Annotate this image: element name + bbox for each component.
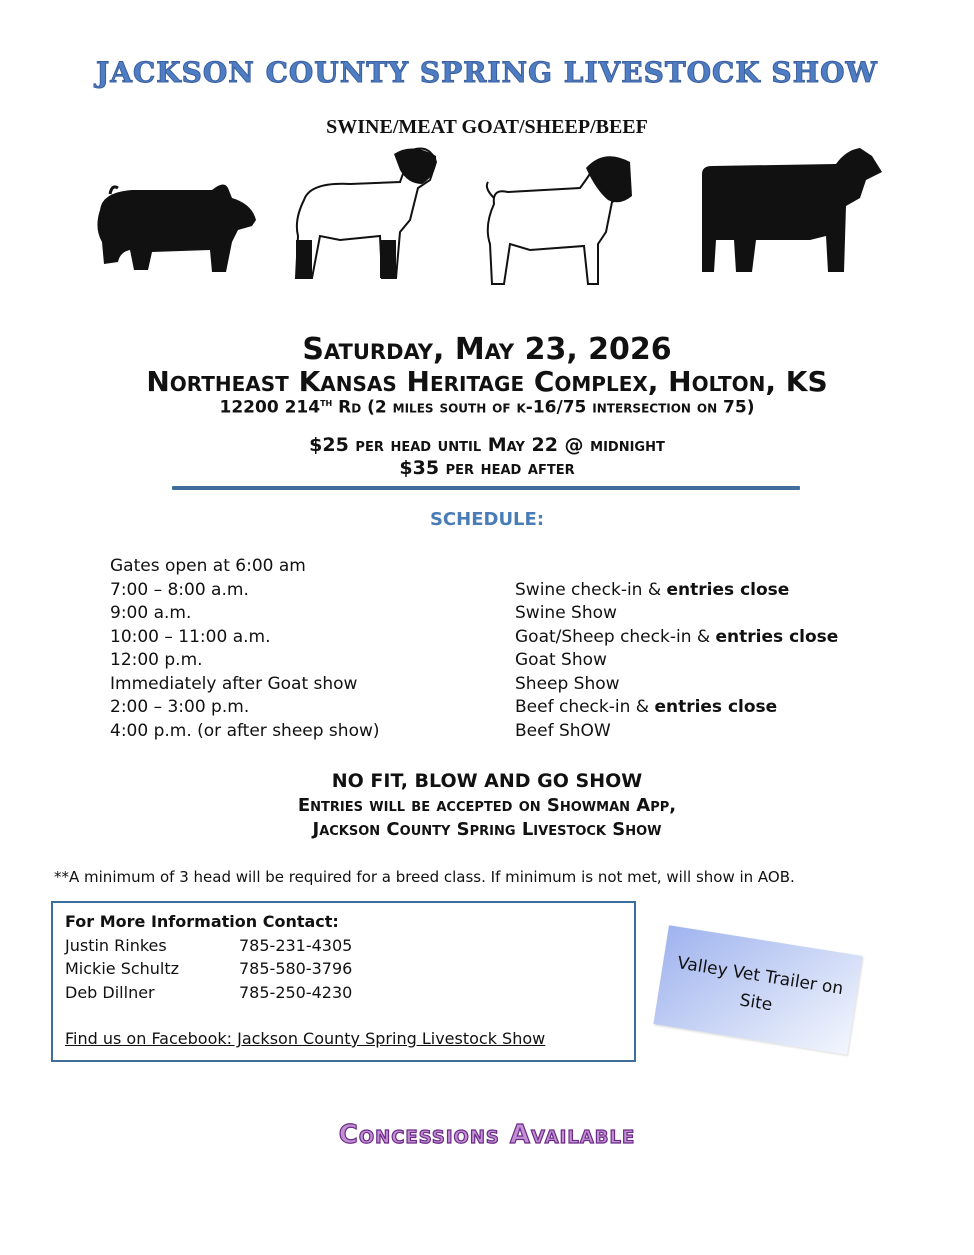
schedule-event bbox=[515, 603, 617, 623]
schedule-event bbox=[515, 721, 611, 741]
event-text: Goat/Sheep check-in & bbox=[515, 627, 716, 647]
schedule-time: Immediately after Goat show bbox=[110, 674, 358, 694]
schedule-event bbox=[515, 697, 777, 717]
divider bbox=[172, 486, 800, 490]
contact-phone[interactable]: 785-250-4230 bbox=[239, 983, 353, 1002]
schedule-event bbox=[515, 580, 789, 600]
schedule-event bbox=[515, 674, 620, 694]
schedule-time: 10:00 – 11:00 a.m. bbox=[110, 627, 271, 647]
schedule-time: 4:00 p.m. (or after sheep show) bbox=[110, 721, 380, 741]
gates-open: Gates open at 6:00 am bbox=[110, 556, 306, 576]
event-text: Sheep Show bbox=[515, 674, 620, 694]
price-early: $25 per head until May 22 @ midnight bbox=[309, 434, 665, 456]
pig-icon bbox=[92, 180, 257, 275]
entries-note-2: Jackson County Spring Livestock Show bbox=[312, 819, 662, 840]
event-text: Swine Show bbox=[515, 603, 617, 623]
page-title: JACKSON COUNTY SPRING LIVESTOCK SHOW bbox=[96, 56, 878, 89]
schedule-time: 7:00 – 8:00 a.m. bbox=[110, 580, 249, 600]
event-bold: entries close bbox=[715, 627, 839, 647]
schedule-event bbox=[515, 650, 607, 670]
entries-note-1: Entries will be accepted on Showman App, bbox=[297, 795, 677, 816]
goat-icon bbox=[480, 148, 640, 288]
schedule-time: 12:00 p.m. bbox=[110, 650, 203, 670]
event-bold: entries close bbox=[654, 697, 778, 717]
contact-heading: For More Information Contact: bbox=[65, 912, 339, 931]
contact-phone[interactable]: 785-231-4305 bbox=[239, 936, 353, 955]
event-address bbox=[0, 396, 974, 418]
event-text: Swine check-in & bbox=[515, 580, 667, 600]
trailer-note-text: Valley Vet Trailer on Site bbox=[675, 952, 845, 1016]
address-superscript: th bbox=[320, 396, 333, 409]
price-late: $35 per head after bbox=[399, 457, 575, 479]
contact-name: Justin Rinkes bbox=[65, 936, 167, 955]
species-subtitle: SWINE/MEAT GOAT/SHEEP/BEEF bbox=[326, 116, 648, 138]
schedule-time: 9:00 a.m. bbox=[110, 603, 192, 623]
schedule-heading: SCHEDULE: bbox=[429, 509, 545, 530]
steer-icon bbox=[696, 144, 886, 274]
trailer-note bbox=[653, 925, 862, 1054]
event-text: Goat Show bbox=[515, 650, 607, 670]
event-venue: Northeast Kansas Heritage Complex, Holton, KS bbox=[146, 365, 828, 398]
event-text: Beef ShOW bbox=[515, 721, 611, 741]
contact-name: Deb Dillner bbox=[65, 983, 155, 1002]
concessions-banner: Concessions Available bbox=[338, 1120, 636, 1150]
minimum-note: **A minimum of 3 head will be required for a breed class. If minimum is not met, will show in AOB. bbox=[54, 868, 795, 886]
event-text: Beef check-in & bbox=[515, 697, 655, 717]
address-number: 12200 214 bbox=[219, 397, 321, 418]
contact-box bbox=[51, 901, 636, 1062]
show-type: NO FIT, BLOW AND GO SHOW bbox=[331, 770, 643, 792]
schedule-time: 2:00 – 3:00 p.m. bbox=[110, 697, 250, 717]
facebook-link[interactable]: Find us on Facebook: Jackson County Spring Livestock Show bbox=[65, 1029, 546, 1048]
address-rest: Rd (2 miles south of k-16/75 intersection on 75) bbox=[332, 397, 755, 418]
event-bold: entries close bbox=[666, 580, 790, 600]
event-date: Saturday, May 23, 2026 bbox=[302, 332, 672, 367]
contact-phone[interactable]: 785-580-3796 bbox=[239, 959, 353, 978]
schedule-event bbox=[515, 627, 838, 647]
contact-name: Mickie Schultz bbox=[65, 959, 180, 978]
sheep-icon bbox=[290, 140, 440, 280]
